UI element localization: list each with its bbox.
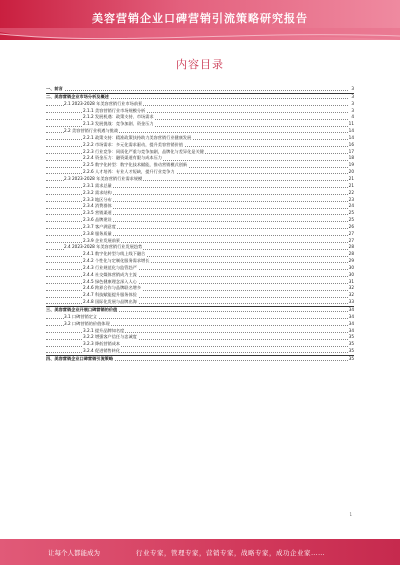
toc-entry[interactable] — [46, 306, 354, 314]
toc-entry-text: 2.4.6 跨界合作与品牌联名增多 — [83, 285, 142, 291]
toc-entry[interactable] — [46, 231, 354, 238]
toc-entry-text: 3.2.4 促进销售转化 — [83, 348, 121, 354]
toc-entry-text: 3.2.3 降低营销成本 — [83, 341, 121, 347]
toc-entry[interactable] — [46, 355, 354, 363]
toc-entry-text: 2.3.2 需求结构 — [83, 189, 112, 195]
toc-entry[interactable] — [46, 93, 354, 101]
toc-entry-page: 34 — [348, 320, 354, 326]
toc-entry-text: 2.4.5 绿色健康理念深入人心 — [83, 278, 137, 284]
toc-entry-text: 2.1 2023-2028 年美容营销行业市场前景 — [64, 100, 143, 106]
toc-entry-page: 21 — [348, 175, 354, 181]
footer-banner — [0, 539, 400, 565]
toc-entry-text: 2.3 2023-2028 年美容营销行业需求规模 — [64, 175, 143, 181]
toc-entry-text: 2.3.5 营销渠道 — [83, 210, 112, 216]
toc-entry-page: 25 — [348, 210, 354, 216]
header-wave-decoration — [0, 28, 400, 50]
toc-entry[interactable] — [46, 155, 354, 162]
table-of-contents — [46, 86, 354, 363]
toc-entry[interactable] — [46, 210, 354, 217]
toc-entry-page: 26 — [348, 223, 354, 229]
toc-entry-text: 2.3.4 消费群体 — [83, 203, 112, 209]
toc-entry-page: 33 — [348, 299, 354, 305]
toc-entry-page: 31 — [348, 278, 354, 284]
toc-entry[interactable] — [46, 251, 354, 258]
toc-entry-text: 3.2.1 提升品牌知名度 — [83, 327, 125, 333]
toc-entry[interactable] — [46, 169, 354, 176]
toc-entry-text: 三、美容营销企业开展口碑营销的价值 — [46, 307, 118, 312]
toc-entry-page: 16 — [348, 141, 354, 147]
toc-entry-page: 35 — [348, 348, 354, 354]
toc-entry-text: 2.1.2 发展机遇：政策支持、市场需求 — [83, 114, 154, 120]
toc-entry[interactable] — [46, 142, 354, 149]
toc-entry-text: 2.3.6 品牌建设 — [83, 217, 112, 223]
toc-entry-page: 29 — [348, 258, 354, 264]
toc-entry[interactable] — [46, 238, 354, 245]
footer-slogan: 让每个人都能成为 — [48, 549, 100, 557]
toc-entry-page: 24 — [348, 203, 354, 209]
toc-entry[interactable] — [46, 128, 354, 135]
toc-entry-text: 2.2.1 政策支持：精准政策扶持助力美容营销行业健康发展 — [83, 134, 192, 140]
toc-entry[interactable] — [46, 341, 354, 348]
toc-entry[interactable] — [46, 258, 354, 265]
page-number: 1 — [349, 512, 352, 517]
toc-entry-page: 25 — [348, 217, 354, 223]
toc-entry[interactable] — [46, 224, 354, 231]
toc-entry-text: 2.3.3 地区分布 — [83, 196, 112, 202]
toc-entry-page: 35 — [348, 341, 354, 347]
toc-entry-page: 17 — [348, 148, 354, 154]
toc-entry[interactable] — [46, 334, 354, 341]
toc-entry-text: 2.1.1 美容营销行业市场规模分析 — [83, 107, 146, 113]
toc-entry-page: 14 — [348, 134, 354, 140]
toc-entry[interactable] — [46, 197, 354, 204]
toc-entry[interactable] — [46, 348, 354, 355]
toc-entry[interactable] — [46, 108, 354, 115]
toc-entry[interactable] — [46, 135, 354, 142]
toc-entry[interactable] — [46, 272, 354, 279]
toc-entry-page: 23 — [348, 196, 354, 202]
report-title: 美容营销企业口碑营销引流策略研究报告 — [92, 12, 308, 25]
toc-entry-page: 4 — [351, 114, 354, 120]
toc-entry-page: 27 — [348, 230, 354, 236]
toc-entry[interactable] — [46, 121, 354, 128]
toc-heading: 内容目录 — [176, 58, 224, 71]
toc-entry[interactable] — [46, 149, 354, 156]
toc-entry-text: 2.3.9 企业发展前景 — [83, 237, 121, 243]
toc-entry-page: 22 — [348, 189, 354, 195]
toc-entry-page: 11 — [348, 121, 354, 127]
toc-entry[interactable] — [46, 86, 354, 93]
toc-entry[interactable] — [46, 183, 354, 190]
toc-entry-text: 2.2 美容营销行业机遇与挑战 — [64, 128, 119, 134]
toc-entry-text: 2.2.4 资金压力：融资渠道有限与成本压力 — [83, 155, 162, 161]
toc-entry-text: 2.4 2023-2028 年美容营销行业发展趋势 — [64, 244, 143, 250]
toc-entry[interactable] — [46, 265, 354, 272]
toc-entry-page: 3 — [351, 86, 354, 91]
toc-entry[interactable] — [46, 314, 354, 321]
toc-entry-page: 30 — [348, 264, 354, 270]
toc-entry[interactable] — [46, 203, 354, 210]
toc-entry-text: 2.4.7 科技赋能提升服务体验 — [83, 292, 137, 298]
toc-entry[interactable] — [46, 101, 354, 108]
toc-entry-text: 2.2.3 行业竞争：同质化严重与竞争加剧，品牌化与差异化是关键 — [83, 148, 204, 154]
toc-entry-text: 3.2.2 增强客户信任与忠诚度 — [83, 334, 137, 340]
toc-entry[interactable] — [46, 285, 354, 292]
toc-entry-page: 14 — [348, 128, 354, 134]
toc-entry[interactable] — [46, 217, 354, 224]
toc-entry-page: 19 — [348, 162, 354, 168]
toc-entry-text: 3.1 口碑营销定义 — [64, 313, 98, 319]
toc-entry-text: 2.1.3 发展挑战：竞争加剧、资金压力 — [83, 121, 154, 127]
toc-entry-page: 18 — [348, 155, 354, 161]
toc-entry-text: 2.4.1 数字化转型与线上线下融合 — [83, 251, 146, 257]
toc-entry-page: 28 — [348, 244, 354, 250]
toc-entry-text: 3.2 口碑营销的价值体现 — [64, 320, 110, 326]
toc-entry-page: 35 — [348, 355, 354, 361]
toc-entry-text: 2.2.5 数字化转型：数字化技术赋能，推动营销模式创新 — [83, 162, 188, 168]
toc-entry[interactable] — [46, 279, 354, 286]
toc-entry-page: 27 — [348, 237, 354, 243]
footer-tagline: 行业专家，管理专家，营销专家，战略专家，成功企业家…… — [136, 549, 325, 557]
toc-entry-text: 2.4.3 行业规范化与监管趋严 — [83, 264, 137, 270]
toc-entry-page: 3 — [351, 100, 354, 106]
toc-entry[interactable] — [46, 328, 354, 335]
toc-entry-text: 2.3.1 需求总量 — [83, 182, 112, 188]
toc-entry[interactable] — [46, 292, 354, 299]
toc-entry-text: 2.4.4 社交媒体营销成为主流 — [83, 271, 137, 277]
toc-entry[interactable] — [46, 299, 354, 306]
toc-entry[interactable] — [46, 321, 354, 328]
toc-entry-page: 32 — [348, 292, 354, 298]
toc-entry[interactable] — [46, 176, 354, 183]
toc-entry-text: 2.4.8 国际化发展与品牌出海 — [83, 299, 137, 305]
toc-entry-page: 32 — [348, 285, 354, 291]
toc-entry-page: 34 — [348, 327, 354, 333]
toc-entry-page: 30 — [348, 271, 354, 277]
toc-entry-page: 28 — [348, 251, 354, 257]
toc-entry-text: 2.2.6 人才培养：专业人才短缺，提升行业竞争力 — [83, 169, 175, 175]
toc-entry-text: 2.2.2 市场需求：多元化需求驱动，提升美容营销价值 — [83, 141, 183, 147]
toc-entry-page: 20 — [348, 169, 354, 175]
toc-entry[interactable] — [46, 114, 354, 121]
toc-entry-page: 35 — [348, 334, 354, 340]
toc-entry-page: 3 — [351, 93, 354, 99]
toc-entry-text: 一、前言 — [46, 86, 63, 91]
toc-entry[interactable] — [46, 162, 354, 169]
toc-entry-text: 2.4.2 个性化与定制化服务需求增长 — [83, 258, 150, 264]
toc-entry-text: 2.3.7 客户满意度 — [83, 223, 116, 229]
toc-entry-text: 2.3.8 服务质量 — [83, 230, 112, 236]
toc-entry-text: 四、美容营销企业口碑营销引流策略 — [46, 355, 114, 361]
toc-entry-page: 3 — [351, 107, 354, 113]
toc-entry-page: 34 — [348, 313, 354, 319]
toc-entry-page: 34 — [348, 307, 354, 312]
dot-leader — [46, 90, 348, 91]
toc-entry-page: 21 — [348, 182, 354, 188]
toc-entry-text: 二、美容营销企业市场分析及概述 — [46, 93, 109, 99]
toc-entry[interactable] — [46, 190, 354, 197]
toc-entry[interactable] — [46, 244, 354, 251]
